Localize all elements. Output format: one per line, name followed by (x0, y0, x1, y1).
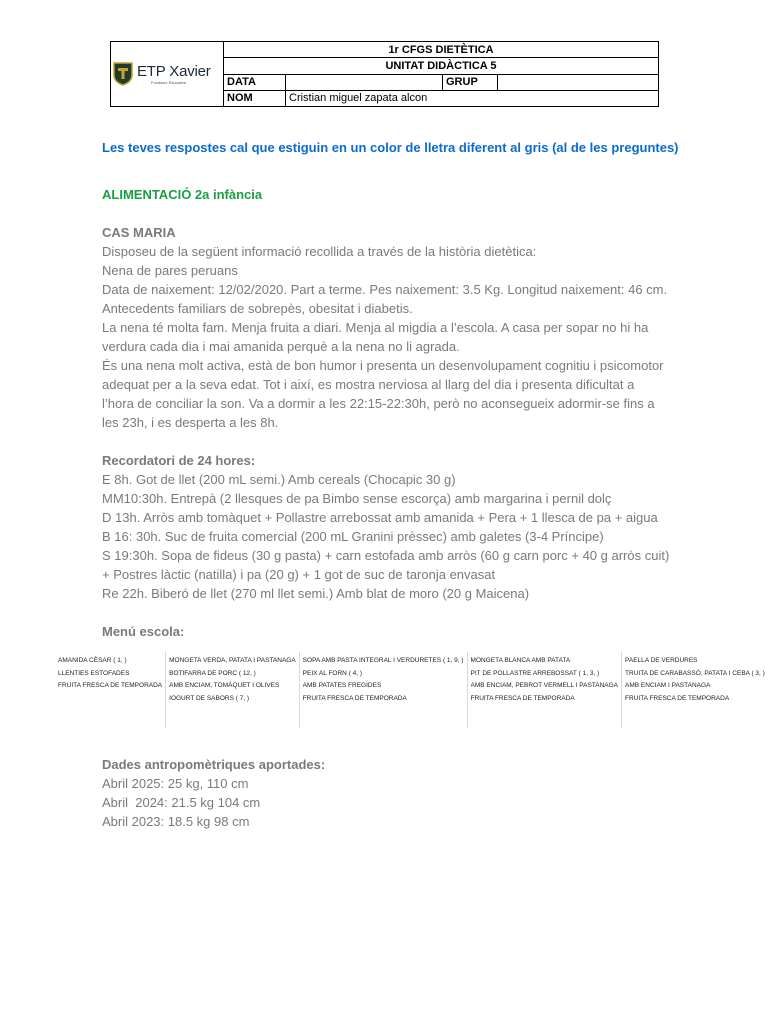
recall-line: + Postres làctic (natilla) i pa (20 g) + 1 got de suc de taronja envasat (102, 567, 496, 582)
menu-item: FRUITA FRESCA DE TEMPORADA (625, 694, 730, 702)
anthro-block (102, 755, 682, 831)
menu-item: AMANIDA CÈSAR ( 1, ) (58, 657, 127, 664)
recall-line: E 8h. Got de llet (200 mL semi.) Amb cereals (Chocapic 30 g) (102, 472, 456, 487)
unit-title: UNITAT DIDÀCTICA 5 (224, 58, 659, 74)
menu-item: AMB ENCIAM, PEBROT VERMELL I PASTANAGA (470, 682, 619, 689)
group-label: GRUP (443, 74, 498, 90)
menu-day-column (300, 652, 468, 728)
menu-item: PEIX AL FORN ( 4, ) (302, 669, 363, 677)
section-title: ALIMENTACIÓ 2a infància (102, 187, 263, 202)
recall-line: B 16: 30h. Suc de fruita comercial (200 mL Granini prèssec) amb galetes (3-4 Príncipe) (102, 529, 604, 544)
recall-line: MM10:30h. Entrepà (2 llesques de pa Bimbo sense escorça) amb margarina i pernil dolç (102, 491, 612, 506)
menu-item: MONGETA BLANCA AMB PATATA (470, 657, 571, 664)
recall-block (102, 451, 682, 603)
date-field[interactable] (286, 74, 443, 90)
name-label: NOM (224, 90, 286, 106)
menu-day-column (468, 652, 623, 728)
menu-item: SOPA AMB PASTA INTEGRAL I VERDURETES ( 1, 9, ) (302, 657, 464, 664)
case-line: La nena té molta fam. Menja fruita a diari. Menja al migdia a l’escola. A casa per sopar no hi ha (102, 320, 649, 335)
menu-block (102, 622, 682, 641)
menu-item: LLENTIES ESTOFADES (58, 669, 130, 677)
menu-item: FRUITA FRESCA DE TEMPORADA (302, 694, 407, 702)
menu-day-column (622, 652, 768, 728)
name-field[interactable]: Cristian miguel zapata alcon (286, 90, 659, 106)
anthro-line: Abril 2023: 18.5 kg 98 cm (102, 814, 250, 829)
shield-logo-icon (113, 62, 133, 86)
menu-item: PAELLA DE VERDURES (625, 657, 698, 664)
menu-item: AMB PATATES FREGIDES (302, 682, 382, 689)
menu-day-column (166, 652, 300, 728)
school-logo (111, 62, 223, 86)
menu-item: FRUITA FRESCA DE TEMPORADA (470, 694, 575, 702)
logo-name: ETP Xavier (137, 62, 211, 80)
case-block (102, 223, 682, 432)
logo-cell (111, 42, 224, 107)
case-line: verdura cada dia i mai amanida perquè a la nena no li agrada. (102, 339, 460, 354)
menu-item: BOTIFARRA DE PORC ( 12, ) (169, 669, 256, 677)
anthro-line: Abril 2024: 21.5 kg 104 cm (102, 795, 261, 810)
instructions: Les teves respostes cal que estiguin en un color de lletra diferent al gris (al de les preguntes) (102, 140, 679, 155)
menu-day-column (55, 652, 166, 728)
case-line: És una nena molt activa, està de bon humor i presenta un desenvolupament cognitiu i psicomotor (102, 358, 664, 373)
case-line: Nena de pares peruans (102, 263, 238, 278)
school-menu-table (55, 652, 765, 728)
menu-item: PIT DE POLLASTRE ARREBOSSAT ( 1, 3, ) (470, 669, 600, 677)
anthro-line: Abril 2025: 25 kg, 110 cm (102, 776, 249, 791)
menu-item: AMB ENCIAM I PASTANAGA (625, 682, 711, 689)
menu-item: FRUITA FRESCA DE TEMPORADA (58, 682, 163, 689)
case-title: CAS MARIA (102, 225, 176, 240)
anthro-title: Dades antropomètriques aportades: (102, 757, 326, 772)
menu-item: AMB ENCIAM, TOMÀQUET I OLIVES (169, 682, 280, 689)
menu-item: IOGURT DE SABORS ( 7, ) (169, 694, 250, 702)
case-line: Data de naixement: 12/02/2020. Part a terme. Pes naixement: 3.5 Kg. Longitud naixement: 46 cm. (102, 282, 668, 297)
course-title: 1r CFGS DIETÈTICA (224, 42, 659, 58)
case-line: les 23h, i es desperta a les 8h. (102, 415, 279, 430)
recall-line: S 19:30h. Sopa de fideus (30 g pasta) + carn estofada amb arròs (60 g carn porc + 40 g arròs cuit) (102, 548, 670, 563)
group-field[interactable] (498, 74, 659, 90)
menu-item: TRUITA DE CARABASSÓ, PATATA I CEBA ( 3, ) (625, 669, 765, 677)
menu-title: Menú escola: (102, 624, 185, 639)
date-label: DATA (224, 74, 286, 90)
recall-line: Re 22h. Biberó de llet (270 ml llet semi.) Amb blat de moro (20 g Maicena) (102, 586, 530, 601)
case-line: Antecedents familiars de sobrepès, obesitat i diabetis. (102, 301, 413, 316)
header-table (110, 41, 659, 107)
case-line: adequat per a la seva edat. Tot i així, es mostra nerviosa al llarg del dia i presenta dificultat a (102, 377, 635, 392)
case-line: Disposeu de la següent informació recollida a través de la història dietètica: (102, 244, 537, 259)
recall-title: Recordatori de 24 hores: (102, 453, 256, 468)
logo-subtitle: Fundació Educativa (151, 79, 187, 85)
recall-line: D 13h. Arròs amb tomàquet + Pollastre arrebossat amb amanida + Pera + 1 llesca de pa + aigua (102, 510, 658, 525)
menu-item: MONGETA VERDA, PATATA I PASTANAGA (169, 657, 296, 664)
case-line: l’hora de conciliar la son. Va a dormir a les 22:15-22:30h, però no aconsegueix adormir-se fins a (102, 396, 655, 411)
